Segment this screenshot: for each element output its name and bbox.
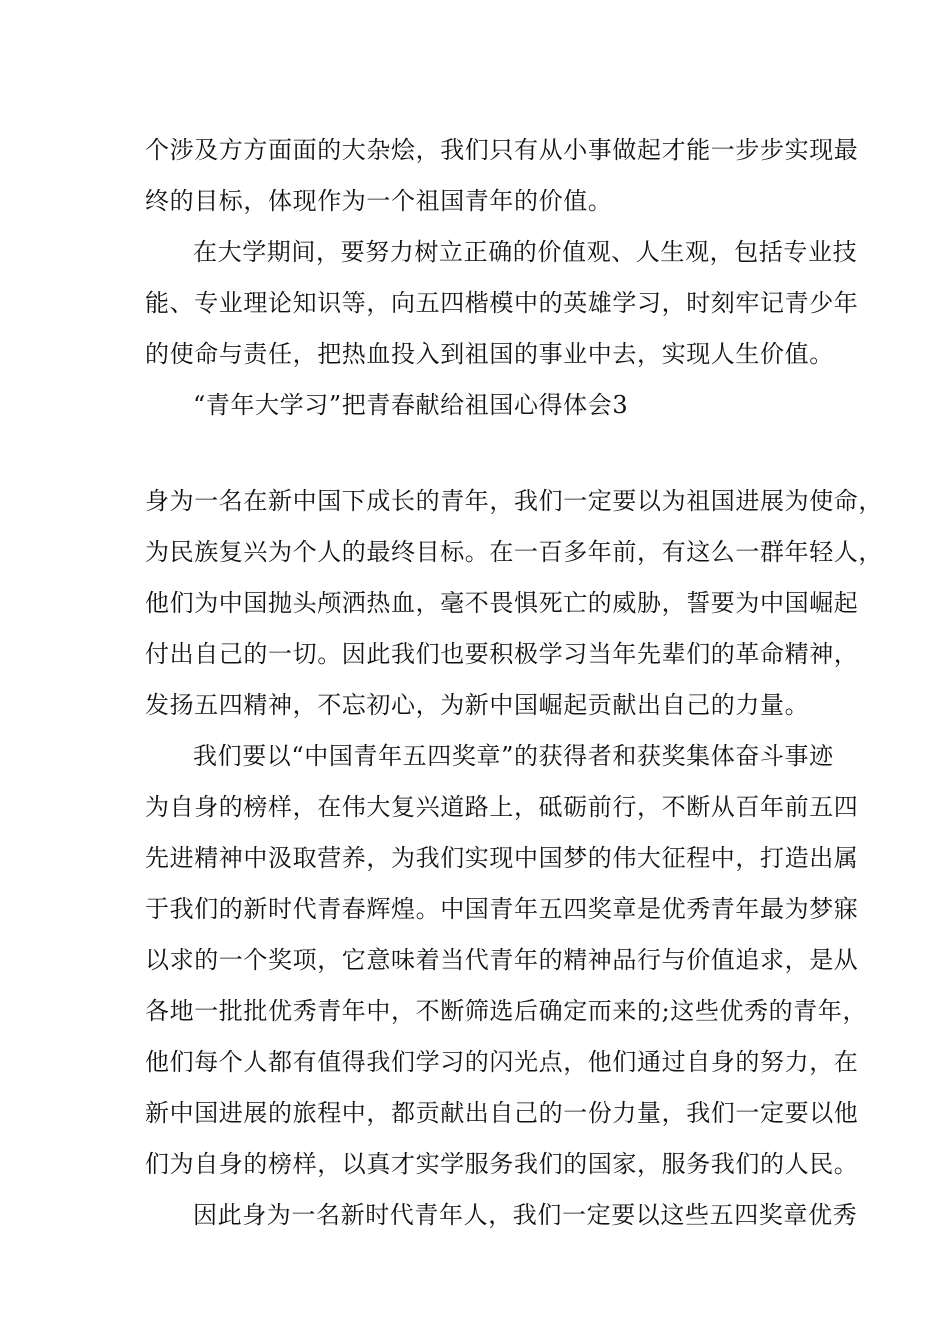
text-line: 终的目标，体现作为一个祖国青年的价值。: [145, 187, 613, 215]
text-line: 为自身的榜样，在伟大复兴道路上，砥砺前行，不断从百年前五四: [145, 793, 859, 821]
paragraph-start-line: 我们要以“中国青年五四奖章”的获得者和获奖集体奋斗事迹: [193, 742, 834, 770]
text-line: 个涉及方方面面的大杂烩，我们只有从小事做起才能一步步实现最: [145, 136, 859, 164]
text-line: 他们每个人都有值得我们学习的闪光点，他们通过自身的努力，在: [145, 1048, 859, 1076]
paragraph-start-line: 因此身为一名新时代青年人，我们一定要以这些五四奖章优秀: [193, 1201, 858, 1229]
text-line: 各地一批批优秀青年中，不断筛选后确定而来的;这些优秀的青年，: [145, 997, 868, 1025]
text-line: 的使命与责任，把热血投入到祖国的事业中去，实现人生价值。: [145, 340, 834, 368]
text-line: 付出自己的一切。因此我们也要积极学习当年先辈们的革命精神，: [145, 640, 859, 668]
text-line: 们为自身的榜样，以真才实学服务我们的国家，服务我们的人民。: [145, 1150, 859, 1178]
paragraph-start-line: 在大学期间，要努力树立正确的价值观、人生观，包括专业技: [193, 238, 858, 266]
section-heading: “青年大学习”把青春献给祖国心得体会3: [193, 391, 629, 419]
text-line: 以求的一个奖项，它意味着当代青年的精神品行与价值追求，是从: [145, 946, 859, 974]
text-line: 于我们的新时代青春辉煌。中国青年五四奖章是优秀青年最为梦寐: [145, 895, 859, 923]
text-line: 先进精神中汲取营养，为我们实现中国梦的伟大征程中，打造出属: [145, 844, 859, 872]
text-line: 他们为中国抛头颅洒热血，毫不畏惧死亡的威胁，誓要为中国崛起: [145, 589, 859, 617]
text-line: 发扬五四精神，不忘初心，为新中国崛起贡献出自己的力量。: [145, 691, 810, 719]
text-line: 为民族复兴为个人的最终目标。在一百多年前，有这么一群年轻人，: [145, 538, 883, 566]
text-line: 能、专业理论知识等，向五四楷模中的英雄学习，时刻牢记青少年: [145, 289, 859, 317]
text-line: 新中国进展的旅程中，都贡献出自己的一份力量，我们一定要以他: [145, 1099, 859, 1127]
paragraph-start-line: 身为一名在新中国下成长的青年，我们一定要以为祖国进展为使命，: [145, 487, 883, 515]
